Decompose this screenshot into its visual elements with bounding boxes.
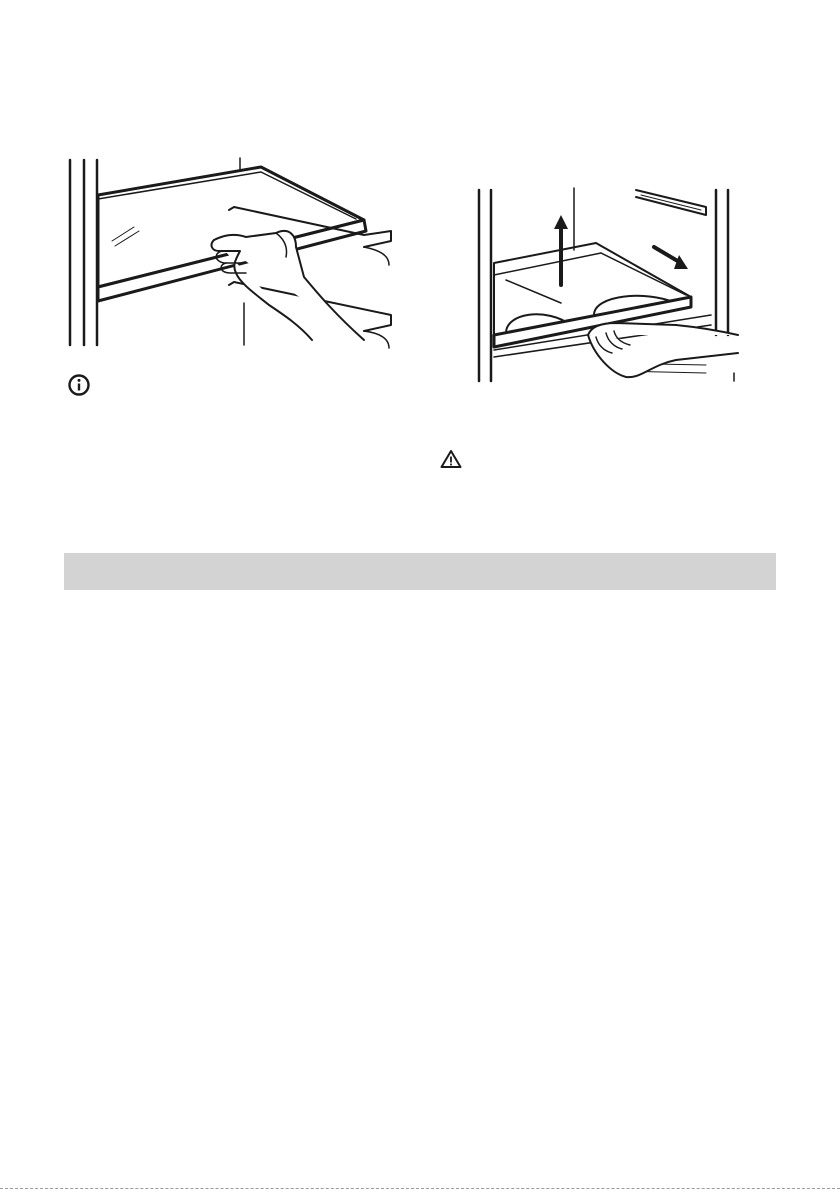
page-bottom-rule <box>0 1188 840 1189</box>
arrow-up-icon <box>554 215 568 229</box>
section-heading-bar <box>64 553 776 590</box>
warning-icon <box>440 449 462 469</box>
info-icon <box>67 373 91 397</box>
shelf-removal-illustration <box>64 155 404 350</box>
drawer-cover-removal-illustration <box>476 185 746 385</box>
